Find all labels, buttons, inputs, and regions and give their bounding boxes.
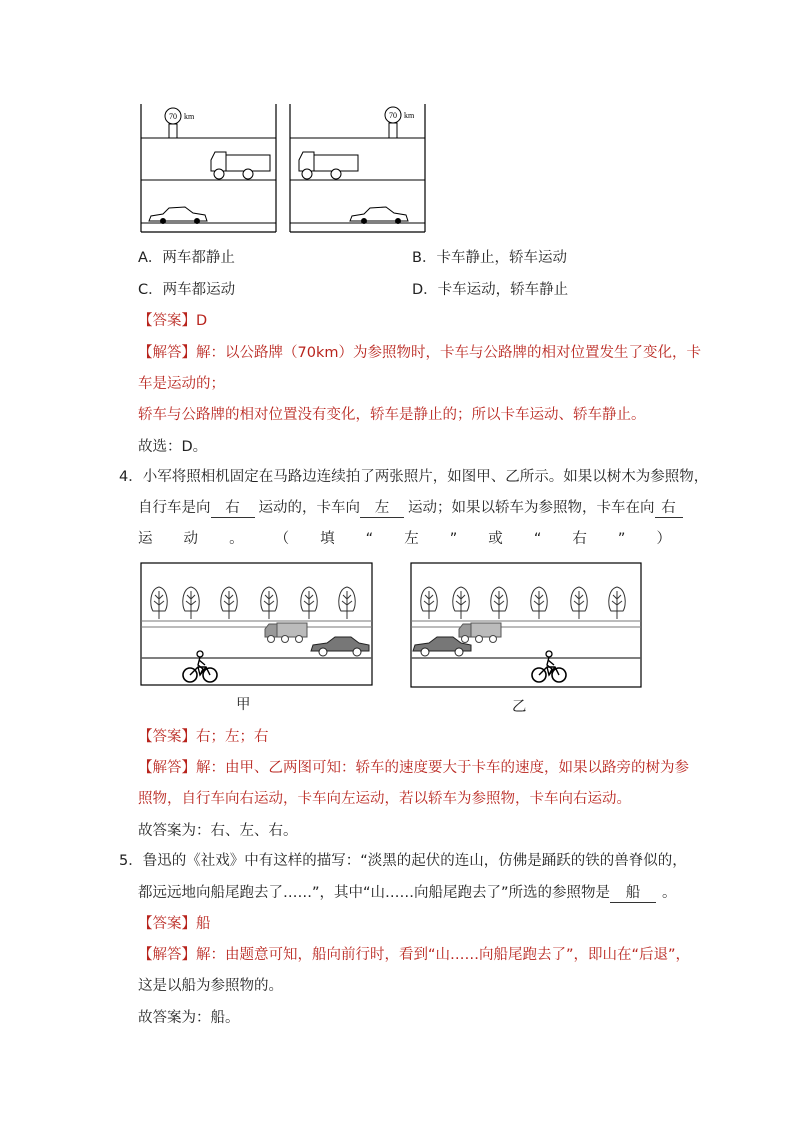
scene-yi: [411, 563, 641, 687]
q5-blank: 船: [610, 884, 656, 903]
answer-tag: 【答案】: [138, 313, 196, 329]
caption-jia: 甲: [236, 697, 251, 713]
sign-speed: 70: [389, 111, 397, 120]
q4-text-b: 运动的，卡车向: [258, 500, 360, 516]
spread-char: 左: [404, 531, 419, 547]
q5-text-b: 。: [662, 885, 677, 901]
option-d: D．卡车运动，轿车静止: [412, 282, 569, 298]
q4-analysis-2: 照物，自行车向右运动，卡车向左运动，若以轿车为参照物，卡车向右运动。: [138, 791, 631, 807]
spread-char: 或: [488, 531, 503, 547]
analysis-text: 解：由题意可知，船向前行时，看到“山……向船尾跑去了”，即山在“后退”，: [196, 947, 691, 963]
spread-char: “: [365, 531, 374, 547]
answer-value: 右；左；右: [196, 729, 269, 745]
answer-value: D: [196, 313, 208, 329]
q5-text-a: 都远远地向船尾跑去了……”，其中“山……向船尾跑去了”所选的参照物是: [138, 885, 611, 901]
spread-char: “: [533, 531, 542, 547]
spread-char: （: [274, 531, 290, 547]
option-c: C．两车都运动: [138, 282, 236, 298]
q4-stem-3: [138, 529, 671, 549]
option-b: B．卡车静止，轿车运动: [412, 250, 567, 266]
caption-yi: 乙: [512, 699, 527, 715]
spread-char: 。: [229, 531, 244, 547]
analysis-text: 解：以公路牌（70km）为参照物时，卡车与公路牌的相对位置发生了变化，卡: [196, 345, 701, 361]
spread-char: 运: [138, 531, 153, 547]
q4-stem-2: [138, 498, 683, 518]
q5-answer: [138, 914, 211, 934]
spread-char: ”: [449, 531, 458, 547]
analysis-tag: 【解答】: [138, 947, 196, 963]
answer-value: 船: [196, 916, 211, 932]
blank-3: 右: [655, 499, 683, 518]
scene-jia: [141, 563, 372, 685]
analysis-tag: 【解答】: [138, 760, 196, 776]
figure-road-panels: [138, 100, 438, 236]
q4-analysis-1: [138, 758, 689, 778]
panel-right: [290, 104, 425, 232]
q3-conclusion: 故选：D。: [138, 439, 208, 455]
q3-analysis-2: 车是运动的；: [138, 376, 225, 392]
analysis-tag: 【解答】: [138, 345, 196, 361]
spread-char: 右: [572, 531, 587, 547]
q5-analysis-2: 这是以船为参照物的。: [138, 978, 283, 994]
sign-speed: 70: [169, 112, 177, 121]
blank-1: 右: [211, 499, 255, 518]
answer-tag: 【答案】: [138, 729, 196, 745]
q4-conclusion: 故答案为：右、左、右。: [138, 823, 298, 839]
q4-answer: [138, 727, 269, 747]
q5-analysis-1: [138, 945, 690, 965]
panel-left: [141, 104, 276, 232]
spread-char: ”: [617, 531, 626, 547]
q3-answer: [138, 311, 207, 331]
spread-char: ）: [656, 531, 671, 547]
q3-analysis-3: 轿车与公路牌的相对位置没有变化，轿车是静止的；所以卡车运动、轿车静止。: [138, 407, 646, 423]
analysis-text: 解：由甲、乙两图可知：轿车的速度要大于卡车的速度，如果以路旁的树为参: [196, 760, 689, 776]
q3-analysis-1: [138, 343, 701, 363]
blank-2: 左: [360, 499, 404, 518]
sign-unit: km: [184, 112, 195, 121]
sign-unit: km: [404, 111, 415, 120]
q5-stem-2: [138, 883, 677, 903]
spread-char: 动: [183, 531, 199, 547]
q4-text-c: 运动；如果以轿车为参照物，卡车在向: [408, 500, 655, 516]
q4-stem-1: 4．小军将照相机固定在马路边连续拍了两张照片，如图甲、乙所示。如果以树木为参照物，: [119, 469, 709, 485]
answer-tag: 【答案】: [138, 916, 196, 932]
option-a: A．两车都静止: [138, 250, 235, 266]
q4-text-a: 自行车是向: [138, 500, 211, 516]
spread-char: 填: [320, 531, 335, 547]
q5-stem-1: 5．鲁迅的《社戏》中有这样的描写：“淡黑的起伏的连山，仿佛是踊跃的铁的兽脊似的，: [119, 853, 687, 869]
figure-street-scenes: [138, 560, 648, 692]
q5-conclusion: 故答案为：船。: [138, 1010, 240, 1026]
